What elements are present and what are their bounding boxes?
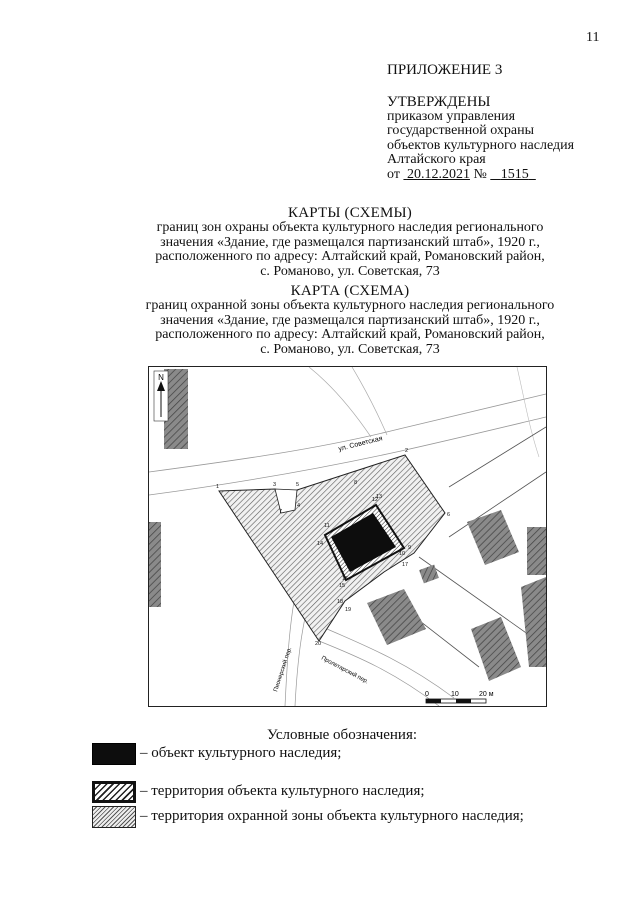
approval-line: Алтайского края [387,152,486,168]
north-arrow [154,371,168,421]
legend-text: – территория объекта культурного наследия; [140,783,425,799]
legend-text: – объект культурного наследия; [140,745,342,761]
sub-title-line: значения «Здание, где размещался партизанский штаб», 1920 г., [160,312,540,328]
main-title-line: границ зон охраны объекта культурного наследия регионального [156,219,544,235]
street-label-proletarsky: Пролетарский пер. [320,655,370,686]
approval-line: приказом управления [387,108,516,124]
sub-title-line: с. Романово, ул. Советская, 73 [260,342,440,358]
page-number: 11 [586,30,600,45]
point-label: 17 [402,562,409,568]
building-mid [367,589,426,645]
point-label: 3 [273,482,277,488]
sub-title-line: границ охранной зоны объекта культурного наследия регионального [145,297,555,313]
scale-tick: 20 м [479,691,494,698]
map-canvas [149,367,546,706]
appendix-label: ПРИЛОЖЕНИЕ 3 [387,62,503,78]
building-right-4 [527,527,546,575]
point-label: 9 [408,545,412,551]
lane-proletarsky [319,641,439,706]
point-label: 19 [345,607,352,613]
legend-swatch-territory [92,781,136,803]
date-prefix: от [387,166,400,182]
building-left-small [149,522,161,607]
main-title-line: с. Романово, ул. Советская, 73 [260,264,440,280]
point-label: 8 [354,480,358,486]
legend-swatch-object [92,743,136,765]
point-label: 12 [372,497,379,503]
sub-title-line: расположенного по адресу: Алтайский край, Романовский район, [155,327,545,343]
sub-title-heading: КАРТА (СХЕМА) [290,283,410,299]
main-title-line: расположенного по адресу: Алтайский край, Романовский район, [155,249,545,265]
north-label: N [158,373,164,382]
point-label: 1 [216,484,220,490]
road-upper [309,367,371,437]
scale-tick: 0 [425,691,429,698]
main-title-heading: КАРТЫ (СХЕМЫ) [288,205,412,221]
zone-map [148,366,547,707]
point-label: 20 [315,641,322,647]
number-sign: № [473,166,487,182]
building-right-1 [467,510,519,565]
point-label: 14 [317,541,324,547]
point-label: 18 [337,599,344,605]
point-label: 11 [324,523,330,529]
main-title-block [120,206,580,280]
point-label: 7 [279,509,283,515]
point-label: 16 [342,576,349,582]
approval-block [387,95,627,183]
legend-swatch-zone [92,806,136,828]
legend-title: Условные обозначения: [267,727,418,743]
point-label: 15 [339,583,346,589]
point-label: 13 [376,494,383,500]
road-upper-edge [352,367,387,435]
building-right-2 [471,617,521,681]
building-small [419,565,439,584]
point-label: 5 [296,482,300,488]
sub-title-block [120,284,580,358]
road-right [517,367,539,457]
point-label: 10 [399,551,406,557]
point-label: 4 [297,503,301,509]
building-right-3 [521,577,546,667]
point-label: 6 [447,512,451,518]
approval-heading: УТВЕРЖДЕНЫ [387,94,491,110]
legend-text: – территория охранной зоны объекта культурного наследия; [140,808,524,824]
main-title-line: значения «Здание, где размещался партизанский штаб», 1920 г., [160,234,540,250]
point-label: 2 [405,448,409,454]
approval-date: 20.12.2021 [406,166,470,182]
approval-date-line [387,168,627,183]
street-label-sovetskaya: ул. Советская [337,435,384,453]
approval-line: государственной охраны [387,123,535,139]
street-label-pionersky: Пионерский пер. [273,646,294,693]
approval-number: 1515 [500,166,529,182]
scale-tick: 10 [451,691,459,698]
scale-bar [425,691,494,703]
approval-line: объектов культурного наследия [387,137,575,153]
